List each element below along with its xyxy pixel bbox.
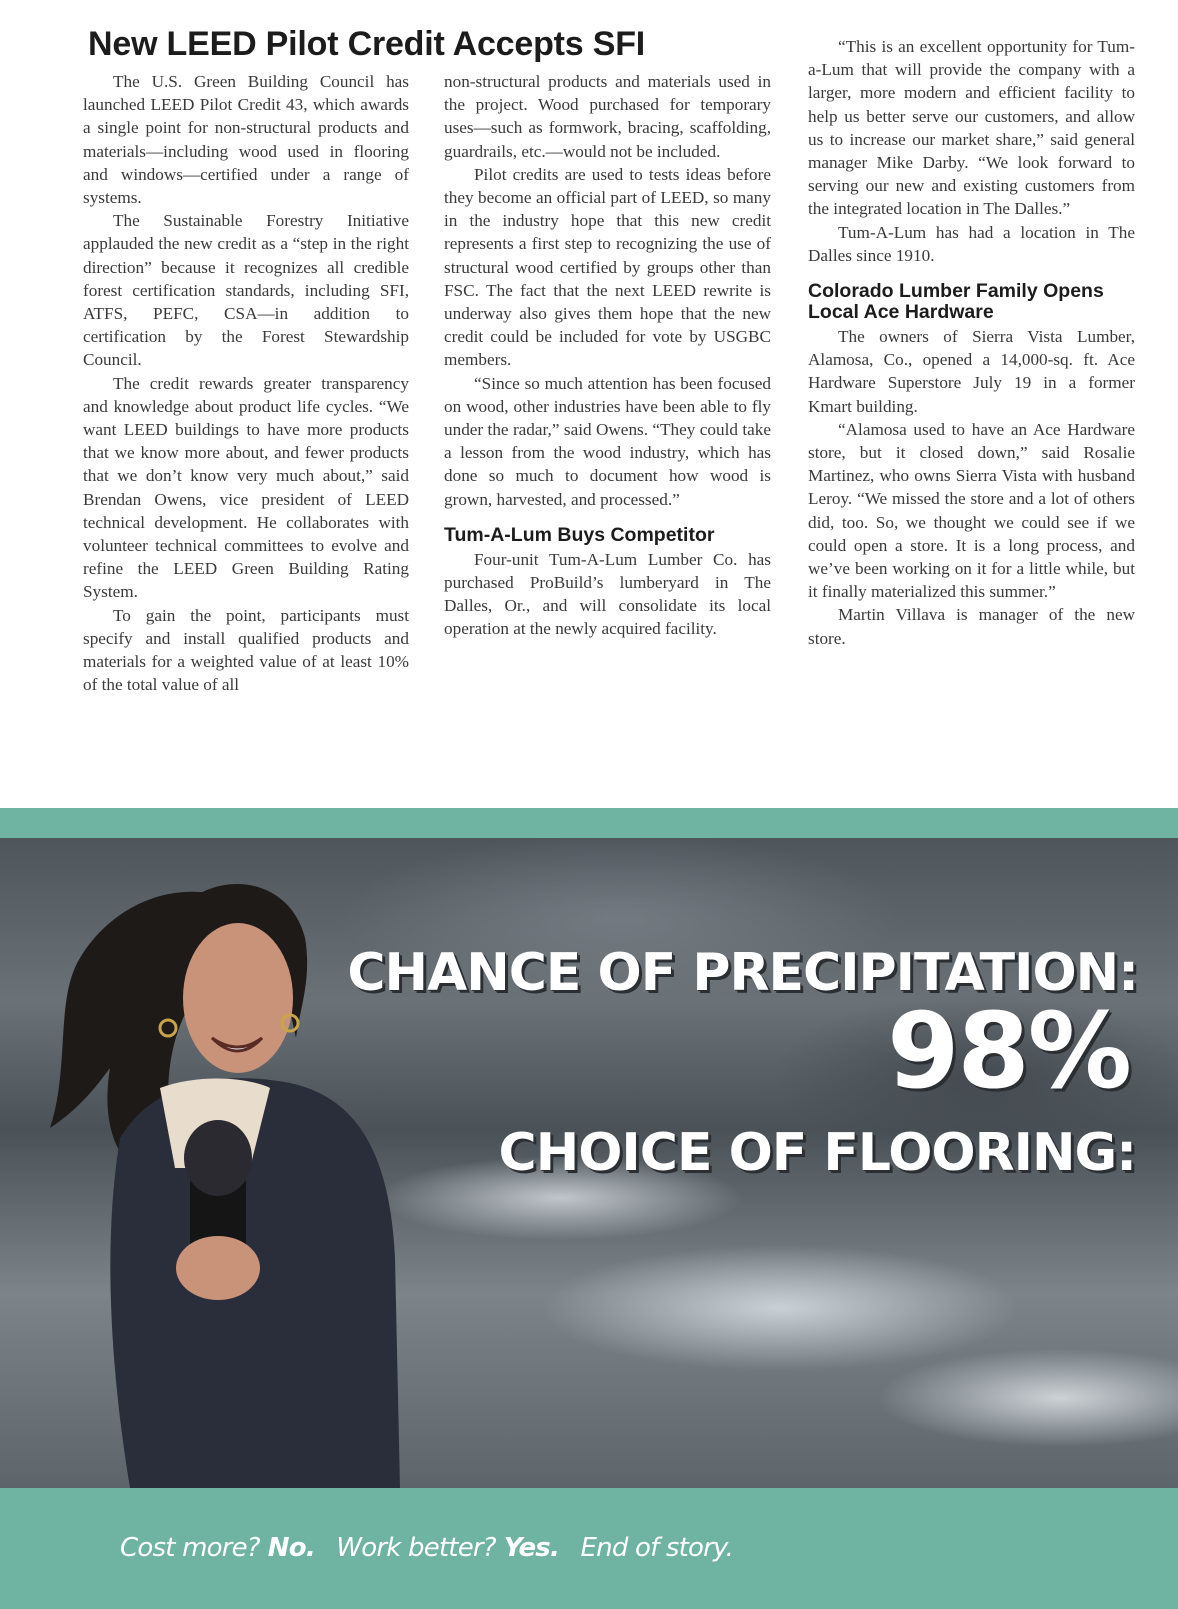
paragraph: Martin Villava is manager of the new store. [808, 605, 1135, 648]
ad-tagline-band [0, 1488, 1178, 1609]
tagline-answer-2: Yes. [503, 1533, 560, 1563]
paragraph: The Sustainable Forestry Initiative applauded the new credit as a “step in the right direction” because it recognizes all credible forest certification standards, including SFI, ATFS, PEFC, CSA—in addition to certification by the Forest Stewardship Council. [83, 211, 409, 370]
ad-precipitation-line: CHANCE OF PRECIPITATION: [347, 943, 1138, 1003]
paragraph: Four-unit Tum-A-Lum Lumber Co. has purchased ProBuild’s lumberyard in The Dalles, Or., and will consolidate its local operation at the newly acquired facility. [444, 549, 771, 639]
ad-top-band [0, 808, 1178, 838]
paragraph: “This is an excellent opportunity for Tum-a-Lum that will provide the company with a larger, more modern and efficient facility to help us better serve our customers, and allow us to increase our market share,” said general manager Mike Darby. “We look forward to serving our new and existing customers from the integrated location in The Dalles.” [808, 37, 1135, 219]
ad-tagline [120, 1533, 741, 1563]
paragraph: The U.S. Green Building Council has launched LEED Pilot Credit 43, which awards a single point for non-structural products and materials—including wood used in flooring and windows—certified under a range of systems. [83, 72, 409, 208]
paragraph: The credit rewards greater transparency and knowledge about product life cycles. “We want LEED buildings to have more products that we know more about, and fewer products that we don’t know very much about,” said Brendan Owens, vice president of LEED technical development. He collaborates with volunteer technical committees to evolve and refine the LEED Green Building Rating System. [83, 373, 409, 602]
paragraph: non-structural products and materials used in the project. Wood purchased for temporary uses—such as formwork, bracing, scaffolding, guardrails, etc.—would not be included. [444, 72, 771, 161]
ad-percentage: 98% [887, 990, 1130, 1112]
paragraph: To gain the point, participants must specify and install qualified products and materials for a weighted value of at least 10% of the total value of all [83, 605, 409, 695]
flooring-advertisement [0, 808, 1178, 1609]
storm-sky-photo [0, 838, 1178, 1488]
paragraph: The owners of Sierra Vista Lumber, Alamosa, Co., opened a 14,000-sq. ft. Ace Hardware Superstore July 19 in a former Kmart building. [808, 327, 1135, 416]
ad-flooring-line: CHOICE OF FLOORING: [498, 1123, 1136, 1183]
tagline-question-1: Cost more? [120, 1533, 260, 1563]
article-headline: New LEED Pilot Credit Accepts SFI [88, 25, 646, 63]
ad-headline-block [0, 838, 1178, 1488]
paragraph: “Since so much attention has been focused on wood, other industries have been able to fly under the radar,” said Owens. “They could take a lesson from the wood industry, which has done so much to document how wood is grown, harvested, and processed.” [444, 373, 771, 509]
article-column-3 [808, 35, 1135, 650]
subhead-colorado: Colorado Lumber Family Opens Local Ace Hardware [808, 280, 1104, 324]
tagline-end: End of story. [580, 1533, 734, 1563]
article-column-1 [83, 70, 409, 696]
article-section [0, 0, 1178, 795]
subhead-tumalum: Tum-A-Lum Buys Competitor [444, 523, 715, 546]
paragraph: Tum-A-Lum has had a location in The Dalles since 1910. [808, 222, 1135, 265]
tagline-answer-1: No. [267, 1533, 315, 1563]
article-column-2 [444, 70, 771, 641]
paragraph: Pilot credits are used to tests ideas before they become an official part of LEED, so many in the industry hope that this new credit represents a first step to recognizing the use of structural wood certified by groups other than FSC. The fact that the next LEED rewrite is underway also gives them hope that the new credit could be included for vote by USGBC members. [444, 164, 771, 370]
tagline-question-2: Work better? [336, 1533, 496, 1563]
paragraph: “Alamosa used to have an Ace Hardware store, but it closed down,” said Rosalie Martinez, who owns Sierra Vista with husband Leroy. “We missed the store and a lot of others did, too. So, we thought we could see if we could open a store. It is a long process, and we’ve been working on it for a little while, but it finally materialized this summer.” [808, 419, 1135, 602]
